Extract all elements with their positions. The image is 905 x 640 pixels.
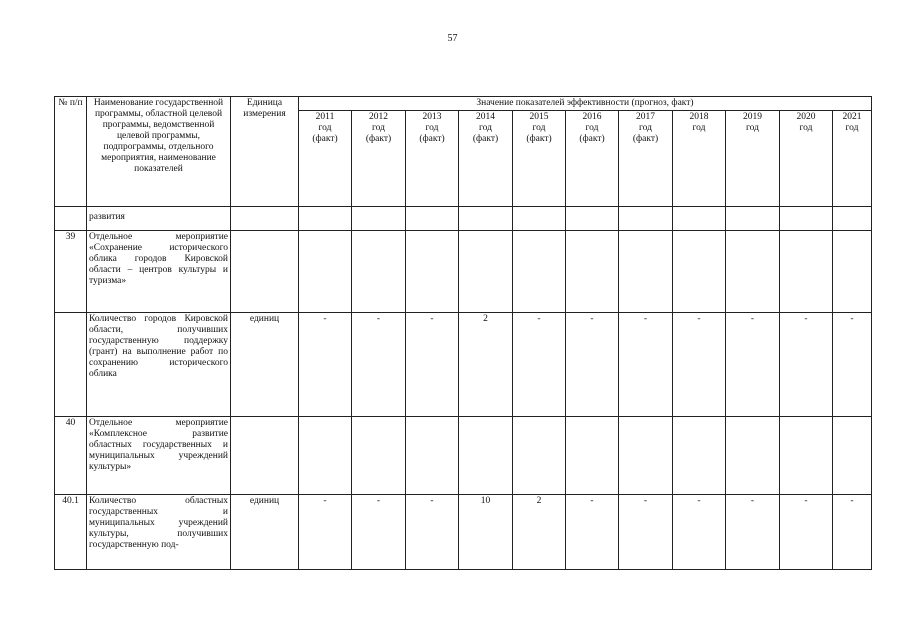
row-value bbox=[833, 417, 872, 495]
header-year bbox=[513, 111, 566, 207]
row-value: - bbox=[352, 495, 406, 570]
header-year-note: (факт) bbox=[526, 134, 552, 144]
row-number: 40 bbox=[55, 417, 87, 495]
header-year-god: год bbox=[585, 123, 599, 133]
row-number: 39 bbox=[55, 231, 87, 313]
header-year bbox=[726, 111, 780, 207]
header-year-note: (факт) bbox=[312, 134, 338, 144]
row-value: 10 bbox=[459, 495, 513, 570]
header-year-year: 2020 bbox=[796, 112, 816, 122]
header-year-god: год bbox=[692, 123, 706, 133]
row-value bbox=[352, 231, 406, 313]
row-value bbox=[726, 207, 780, 231]
header-year bbox=[673, 111, 726, 207]
row-value bbox=[299, 231, 352, 313]
header-year-god: год bbox=[639, 123, 652, 133]
row-value: - bbox=[299, 313, 352, 417]
header-year-year: 2015 bbox=[529, 112, 549, 122]
row-value bbox=[566, 207, 619, 231]
row-value bbox=[299, 207, 352, 231]
header-year-year: 2011 bbox=[315, 112, 335, 122]
header-year-god: год bbox=[845, 123, 859, 133]
row-name: Количество областных государственных и муниципальных учреждений культуры, получивших государственную под- bbox=[87, 495, 231, 570]
header-year-note: (факт) bbox=[632, 134, 659, 144]
header-year-year: 2013 bbox=[422, 112, 442, 122]
row-value: - bbox=[726, 495, 780, 570]
header-year-year: 2012 bbox=[369, 112, 388, 122]
row-value bbox=[833, 207, 872, 231]
table-row bbox=[55, 207, 872, 231]
header-year-year: 2017 bbox=[636, 112, 655, 122]
row-name: Отдельное мероприятие «Комплексное развитие областных государственных и муниципальных учреждений культуры» bbox=[87, 417, 231, 495]
header-year-god: год bbox=[372, 123, 385, 133]
row-value: - bbox=[833, 495, 872, 570]
row-value bbox=[833, 231, 872, 313]
row-value: - bbox=[673, 495, 726, 570]
row-value bbox=[299, 417, 352, 495]
row-value bbox=[352, 207, 406, 231]
row-value bbox=[406, 417, 459, 495]
row-value bbox=[513, 417, 566, 495]
table-row bbox=[55, 231, 872, 313]
header-year-god: год bbox=[318, 123, 332, 133]
row-value: 2 bbox=[513, 495, 566, 570]
page-number: 57 bbox=[447, 33, 458, 44]
row-value bbox=[619, 231, 673, 313]
row-value bbox=[566, 231, 619, 313]
row-value bbox=[780, 417, 833, 495]
header-unit: Единица измерения bbox=[231, 97, 299, 207]
row-value bbox=[726, 417, 780, 495]
row-name: развития bbox=[87, 207, 231, 231]
header-year bbox=[833, 111, 872, 207]
row-value: - bbox=[406, 495, 459, 570]
header-year-note: (факт) bbox=[579, 134, 605, 144]
header-year-god: год bbox=[425, 123, 439, 133]
row-value bbox=[459, 231, 513, 313]
header-name: Наименование государственной программы, областной целевой программы, ведомственной целевой программы, подпрограммы, отдельного мероприятия, наименование показателей bbox=[87, 97, 231, 207]
header-year-god: год bbox=[799, 123, 813, 133]
table-row bbox=[55, 313, 872, 417]
header-num: № п/п bbox=[55, 97, 87, 207]
row-value bbox=[673, 207, 726, 231]
row-value: - bbox=[566, 495, 619, 570]
row-value bbox=[513, 207, 566, 231]
row-value bbox=[352, 417, 406, 495]
row-value: - bbox=[673, 313, 726, 417]
row-unit bbox=[231, 231, 299, 313]
header-year-god: год bbox=[532, 123, 546, 133]
row-unit bbox=[231, 417, 299, 495]
row-value: - bbox=[780, 313, 833, 417]
row-value bbox=[406, 231, 459, 313]
row-value: - bbox=[833, 313, 872, 417]
row-value: - bbox=[406, 313, 459, 417]
row-value bbox=[619, 207, 673, 231]
header-year bbox=[352, 111, 406, 207]
row-value: - bbox=[726, 313, 780, 417]
header-year-god: год bbox=[746, 123, 759, 133]
header-year-year: 2018 bbox=[689, 112, 709, 122]
row-value: - bbox=[566, 313, 619, 417]
row-value: - bbox=[513, 313, 566, 417]
header-year-god: год bbox=[479, 123, 492, 133]
row-value: 2 bbox=[459, 313, 513, 417]
header-values: Значение показателей эффективности (прогноз, факт) bbox=[299, 97, 872, 111]
row-number: 40.1 bbox=[55, 495, 87, 570]
row-value bbox=[780, 207, 833, 231]
header-year-year: 2021 bbox=[842, 112, 862, 122]
header-year bbox=[619, 111, 673, 207]
row-value bbox=[406, 207, 459, 231]
header-year-note: (факт) bbox=[419, 134, 445, 144]
row-value: - bbox=[780, 495, 833, 570]
header-year bbox=[406, 111, 459, 207]
header-year-note: (факт) bbox=[365, 134, 392, 144]
header-year-year: 2016 bbox=[582, 112, 602, 122]
row-name: Количество городов Кировской области, получивших государственную поддержку (грант) на выполнение работ по сохранению исторического облика bbox=[87, 313, 231, 417]
header-year-year: 2014 bbox=[476, 112, 495, 122]
header-year-note: (факт) bbox=[472, 134, 499, 144]
row-value: - bbox=[619, 313, 673, 417]
row-value bbox=[673, 231, 726, 313]
row-value bbox=[780, 231, 833, 313]
row-value: - bbox=[352, 313, 406, 417]
row-value bbox=[566, 417, 619, 495]
header-year bbox=[566, 111, 619, 207]
row-value bbox=[513, 231, 566, 313]
row-number bbox=[55, 313, 87, 417]
row-number bbox=[55, 207, 87, 231]
row-name: Отдельное мероприятие «Сохранение исторического облика городов Кировской области – центров культуры и туризма» bbox=[87, 231, 231, 313]
row-value: - bbox=[619, 495, 673, 570]
row-value bbox=[726, 231, 780, 313]
row-value: - bbox=[299, 495, 352, 570]
table-row bbox=[55, 417, 872, 495]
header-year-year: 2019 bbox=[743, 112, 762, 122]
header-year bbox=[459, 111, 513, 207]
header-year bbox=[780, 111, 833, 207]
row-value bbox=[673, 417, 726, 495]
row-unit bbox=[231, 207, 299, 231]
row-unit: единиц bbox=[231, 495, 299, 570]
indicators-table bbox=[54, 96, 872, 570]
header-year bbox=[299, 111, 352, 207]
table-row bbox=[55, 495, 872, 570]
row-unit: единиц bbox=[231, 313, 299, 417]
row-value bbox=[459, 417, 513, 495]
row-value bbox=[619, 417, 673, 495]
row-value bbox=[459, 207, 513, 231]
